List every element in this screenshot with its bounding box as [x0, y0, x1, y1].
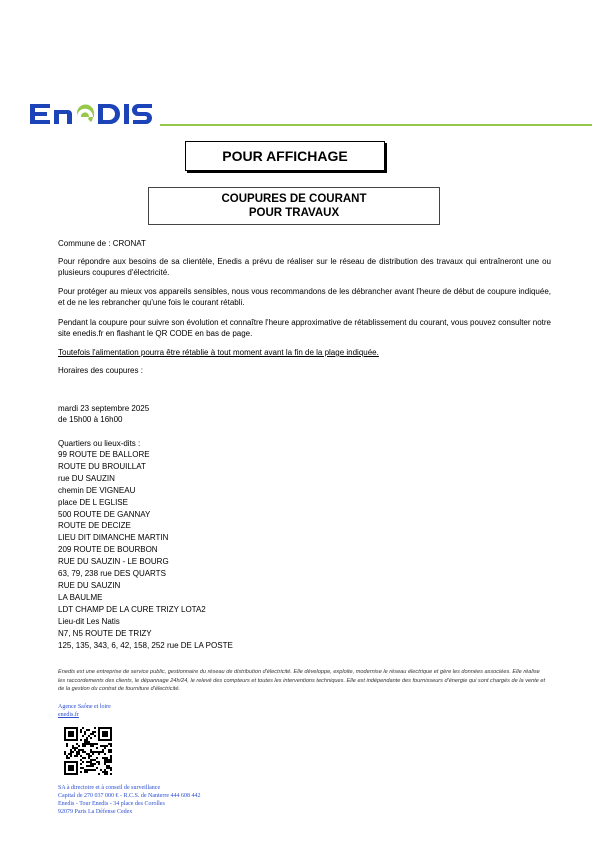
list-item: N7, N5 ROUTE DE TRIZY: [58, 628, 152, 638]
list-item: RUE DU SAUZIN - LE BOURG: [58, 557, 169, 567]
footer-line: SA à directoire et à conseil de surveillance: [58, 785, 161, 791]
schedule-time: de 15h00 à 16h00: [58, 415, 123, 424]
list-item: LIEU DIT DIMANCHE MARTIN: [58, 533, 169, 543]
schedule-date: mardi 23 septembre 2025: [58, 404, 150, 413]
list-item: RUE DU SAUZIN: [58, 580, 121, 590]
list-item: ROUTE DE DECIZE: [58, 521, 131, 531]
subtitle-line-2: POUR TRAVAUX: [248, 207, 340, 219]
list-item: Lieu-dit Les Natis: [58, 616, 120, 626]
footer-line: Capital de 270 037 000 € - R.C.S. de Nanterre 444 608 442: [58, 793, 201, 799]
agency-block: [58, 703, 111, 719]
commune-label: Commune de : CRONAT: [58, 239, 146, 248]
page-title-text: POUR AFFICHAGE: [222, 148, 348, 164]
subtitle-box: [148, 187, 440, 225]
list-item: 63, 79, 238 rue DES QUARTS: [58, 569, 166, 579]
list-item: LA BAULME: [58, 592, 103, 602]
list-item: 125, 135, 343, 6, 42, 158, 252 rue DE LA POSTE: [58, 640, 233, 650]
legal-notice: Enedis est une entreprise de service public, gestionnaire du réseau de distribution d'électricité. Elle développe, exploite, modernise le réseau électrique et gère les données associées. Elle réalise les raccordements des clients, le dépannage 24h/24, le relevé des compteurs et toutes les interventions techniques. Elle est indépendante des fournisseurs d'énergie qui sont chargés de la vente et de la gestion du contrat de fourniture d'électricité.: [58, 669, 546, 692]
list-item: LDT CHAMP DE LA CURE TRIZY LOTA2: [58, 604, 206, 614]
list-item: place DE L EGLISE: [58, 497, 128, 507]
quartiers-label: Quartiers ou lieux-dits :: [58, 439, 141, 448]
protection-paragraph: Pour protéger au mieux vos appareils sensibles, nous vous recommandons de les débrancher avant l'heure de début de coupure indiquée, et de ne les rebrancher qu'une fois le courant rétabli.: [58, 287, 551, 307]
tracking-paragraph: Pendant la coupure pour suivre son évolution et connaître l'heure approximative de rétablissement du courant, vous pouvez consulter notre site enedis.fr en flashant le QR CODE en bas de page.: [58, 318, 551, 338]
list-item: rue DU SAUZIN: [58, 473, 115, 483]
qr-code[interactable]: [64, 727, 112, 775]
list-item: 209 ROUTE DE BOURBON: [58, 545, 158, 555]
intro-paragraph: Pour répondre aux besoins de sa clientèle, Enedis a prévu de réaliser sur le réseau de distribution des travaux qui entraîneront une ou plusieurs coupures d'électricité.: [58, 257, 551, 277]
company-footer: [58, 784, 200, 816]
header-rule: [160, 124, 592, 126]
places-list: [58, 449, 551, 651]
subtitle-line-1: COUPURES DE COURANT: [221, 193, 367, 205]
list-item: 500 ROUTE DE GANNAY: [58, 509, 151, 519]
footer-line: Enedis - Tour Enedis - 34 place des Corolles: [58, 801, 165, 807]
horaires-label: Horaires des coupures :: [58, 366, 143, 375]
footer-line: 92079 Paris La Défense Cedex: [58, 809, 133, 815]
agency-name: Agence Saône et loire: [58, 704, 111, 710]
notice-paragraph: Toutefois l'alimentation pourra être rétablie à tout moment avant la fin de la plage indiquée.: [58, 348, 379, 357]
list-item: 99 ROUTE DE BALLORE: [58, 450, 150, 459]
list-item: ROUTE DU BROUILLAT: [58, 461, 146, 471]
agency-site-link[interactable]: enedis.fr: [58, 712, 79, 718]
list-item: chemin DE VIGNEAU: [58, 485, 136, 495]
page-title: [185, 141, 385, 171]
enedis-logo: [28, 100, 156, 128]
